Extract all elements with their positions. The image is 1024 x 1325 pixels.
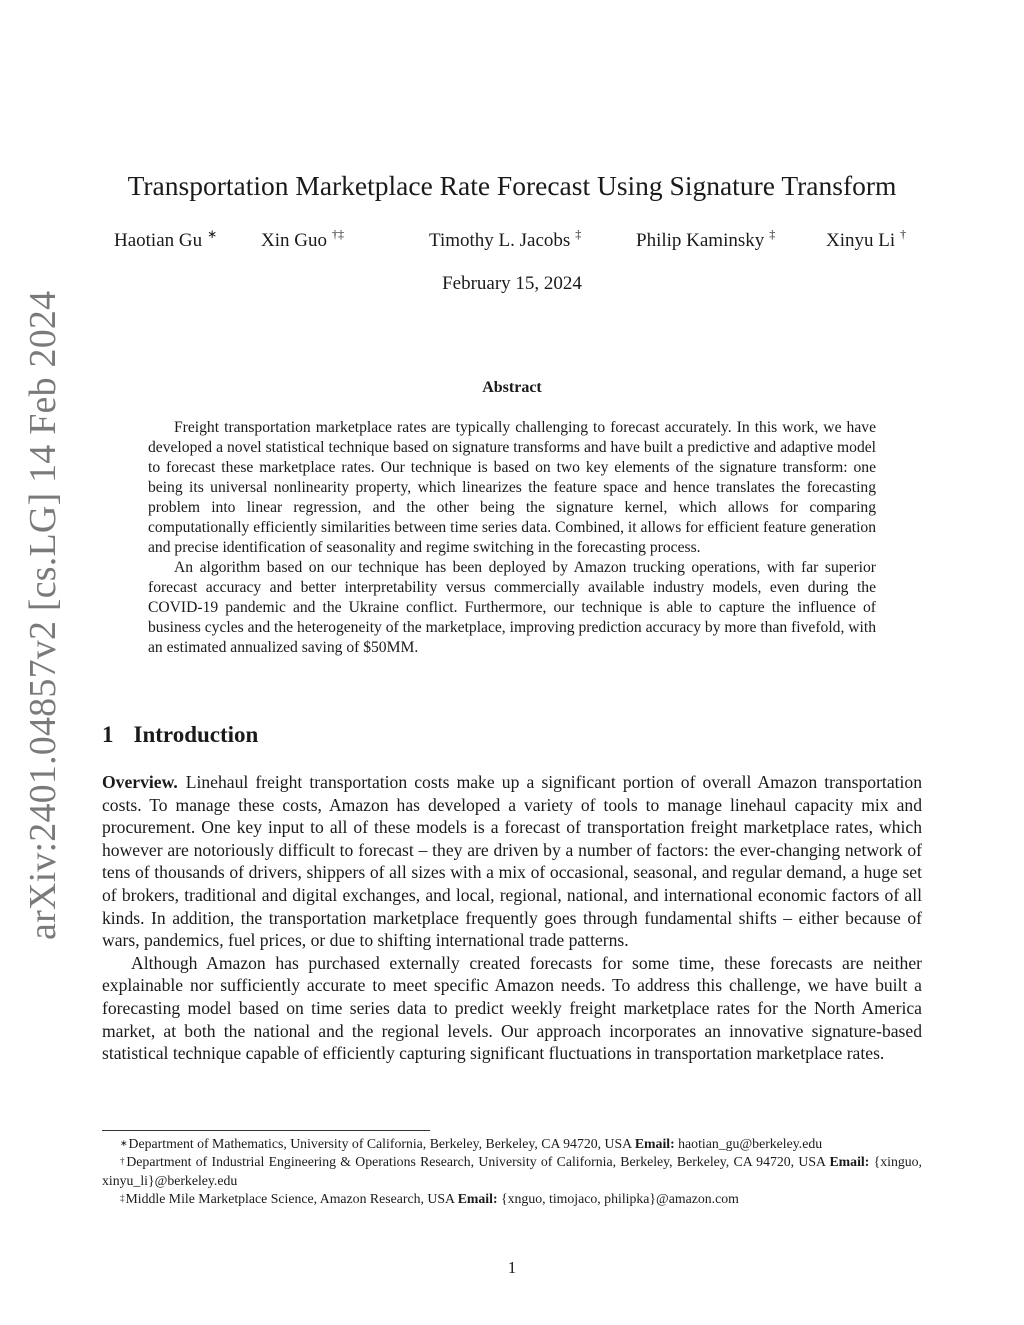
email-address[interactable]: haotian_gu@berkeley.edu	[678, 1136, 823, 1151]
body-paragraph: Although Amazon has purchased externally created forecasts for some time, these forecasts are neither explainable nor sufficiently accurate to meet specific Amazon needs. To address this challenge, we have built a forecasting model based on time series data to predict weekly freight marketplace rates for the North America market, at both the national and the regional levels. Our approach incorporates an innovative signature-based statistical technique capable of efficiently capturing significant fluctuations in transportation marketplace rates.	[102, 952, 922, 1064]
author-affiliation-marks: ‡	[769, 227, 776, 241]
author-haotian-gu: Haotian Gu ∗	[114, 227, 218, 251]
page-number: 1	[507, 1258, 517, 1277]
section-number: 1	[102, 722, 114, 747]
introduction-body	[102, 771, 922, 1065]
email-address[interactable]: {xnguo, timojaco, philipka}@amazon.com	[501, 1190, 739, 1206]
footnotes	[102, 1135, 922, 1208]
abstract-heading: Abstract	[482, 379, 542, 396]
footnote: ∗Department of Mathematics, University of California, Berkeley, Berkeley, CA 94720, USA Email: haotian_gu@berkeley.edu	[120, 1136, 823, 1151]
author-affiliation-marks: †	[900, 227, 907, 241]
author-list	[0, 227, 1024, 256]
runin-heading: Overview.	[102, 772, 178, 792]
author-affiliation-marks: ‡	[575, 227, 582, 241]
author-affiliation-marks: ∗	[207, 227, 218, 241]
footnote-mark: ‡	[120, 1192, 125, 1203]
author-philip-kaminsky: Philip Kaminsky ‡	[636, 227, 776, 251]
footnote: ‡Middle Mile Marketplace Science, Amazon Research, USA Email: {xnguo, timojaco, philipka}@amazon.com	[120, 1190, 739, 1206]
arxiv-identifier[interactable]: arXiv:2401.04857v2 [cs.LG] 14 Feb 2024	[22, 290, 64, 940]
author-xin-guo: Xin Guo †‡	[261, 227, 344, 251]
section-title: Introduction	[133, 722, 259, 747]
section-heading	[102, 722, 258, 748]
paper-title: Transportation Marketplace Rate Forecast Using Signature Transform	[127, 170, 897, 201]
abstract-body	[148, 418, 876, 658]
footnote-divider	[102, 1130, 430, 1131]
footnote: †Department of Industrial Engineering & Operations Research, University of California, Berkeley, Berkeley, CA 94720, USA Email: {xinguo, xinyu_li}@berkeley.edu	[102, 1154, 923, 1188]
footnote-mark: ∗	[120, 1138, 128, 1148]
author-affiliation-marks: †‡	[331, 227, 344, 241]
publication-date: February 15, 2024	[442, 273, 582, 294]
author-timothy-jacobs: Timothy L. Jacobs ‡	[429, 227, 582, 251]
footnote-mark: †	[120, 1156, 126, 1167]
email-address[interactable]: {xinguo, xinyu_li}@berkeley.edu	[102, 1154, 923, 1188]
abstract-paragraph: Freight transportation marketplace rates are typically challenging to forecast accurately. In this work, we have developed a novel statistical technique based on signature transforms and have built a predictive and adaptive model to forecast these marketplace rates. Our technique is based on two key elements of the signature transform: one being its universal nonlinearity property, which linearizes the feature space and hence translates the forecasting problem into linear regression, and the other being the signature kernel, which allows for comparing computationally efficiently similarities between time series data. Combined, it allows for efficient feature generation and precise identification of seasonality and regime switching in the forecasting process.	[148, 419, 876, 556]
author-xinyu-li: Xinyu Li †	[826, 227, 907, 251]
body-paragraph: Overview. Linehaul freight transportation costs make up a significant portion of overall Amazon transportation costs. To manage these costs, Amazon has developed a variety of tools to manage linehaul capacity mix and procurement. One key input to all of these models is a forecast of transportation freight marketplace rates, which however are notoriously difficult to forecast – they are driven by a number of factors: the ever-changing network of tens of thousands of drivers, shippers of all sizes with a mix of occasional, seasonal, and regular demand, a huge set of brokers, traditional and digital exchanges, and local, regional, national, and international economic factors of all kinds. In addition, the transportation marketplace frequently goes through fundamental shifts – either because of wars, pandemics, fuel prices, or due to shifting international trade patterns.	[102, 772, 922, 951]
abstract-paragraph: An algorithm based on our technique has been deployed by Amazon trucking operations, with far superior forecast accuracy and better interpretability versus commercially available industry models, even during the COVID-19 pandemic and the Ukraine conflict. Furthermore, our technique is able to capture the influence of business cycles and the heterogeneity of the marketplace, improving prediction accuracy by more than fivefold, with an estimated annualized saving of $50MM.	[148, 559, 876, 656]
